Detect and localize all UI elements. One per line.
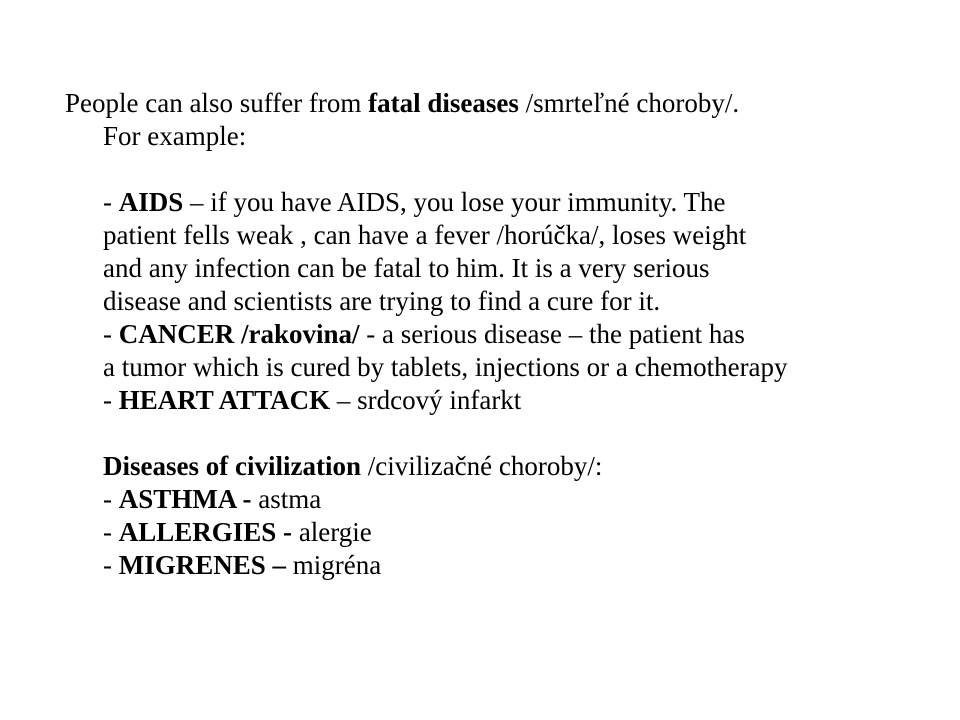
aids-text-3: and any infection can be fatal to him. It is a very serious <box>103 253 710 283</box>
migrenes-text: migréna <box>286 550 382 580</box>
aids-line-1 <box>65 186 945 219</box>
cancer-text-2: a tumor which is cured by tablets, injections or a chemotherapy <box>103 352 788 382</box>
heart-term: HEART ATTACK <box>118 385 331 415</box>
aids-line-3 <box>65 252 945 285</box>
aids-text-1: – if you have AIDS, you lose your immunity. The <box>183 187 726 217</box>
aids-line-2 <box>65 219 945 252</box>
asthma-dash: - <box>103 484 119 514</box>
asthma-line <box>65 483 945 516</box>
cancer-term: CANCER /rakovina/ <box>118 319 360 349</box>
cancer-text-1: - a serious disease – the patient has <box>359 319 745 349</box>
asthma-term: ASTHMA - <box>118 484 252 514</box>
allergies-line <box>65 516 945 549</box>
migrenes-dash: - <box>103 550 119 580</box>
allergies-term: ALLERGIES - <box>118 517 293 547</box>
migrenes-term: MIGRENES – <box>118 550 287 580</box>
aids-line-4 <box>65 285 945 318</box>
civilization-term: Diseases of civilization <box>103 451 361 481</box>
heart-dash: - <box>103 385 119 415</box>
civilization-text: /civilizačné choroby/: <box>360 451 603 481</box>
allergies-text: alergie <box>292 517 372 547</box>
intro-bold-term: fatal diseases <box>368 88 519 118</box>
heart-text: – srdcový infarkt <box>330 385 522 415</box>
allergies-dash: - <box>103 517 119 547</box>
intro-suffix: /smrteľné choroby/. <box>518 88 740 118</box>
spacer <box>65 417 945 450</box>
aids-term: AIDS <box>118 187 184 217</box>
cancer-line-1 <box>65 318 945 351</box>
intro-prefix: People can also suffer from <box>65 88 369 118</box>
aids-text-2: patient fells weak , can have a fever /horúčka/, loses weight <box>103 220 747 250</box>
civilization-heading-line <box>65 450 945 483</box>
asthma-text: astma <box>251 484 322 514</box>
for-example-text: For example: <box>103 121 247 151</box>
aids-text-4: disease and scientists are trying to find a cure for it. <box>103 286 661 316</box>
cancer-dash: - <box>103 319 119 349</box>
migrenes-line <box>65 549 945 582</box>
heart-attack-line <box>65 384 945 417</box>
slide-body <box>65 87 945 582</box>
spacer <box>65 153 945 186</box>
cancer-line-2 <box>65 351 945 384</box>
for-example-line <box>65 120 945 153</box>
aids-dash: - <box>103 187 119 217</box>
intro-line <box>65 87 945 120</box>
